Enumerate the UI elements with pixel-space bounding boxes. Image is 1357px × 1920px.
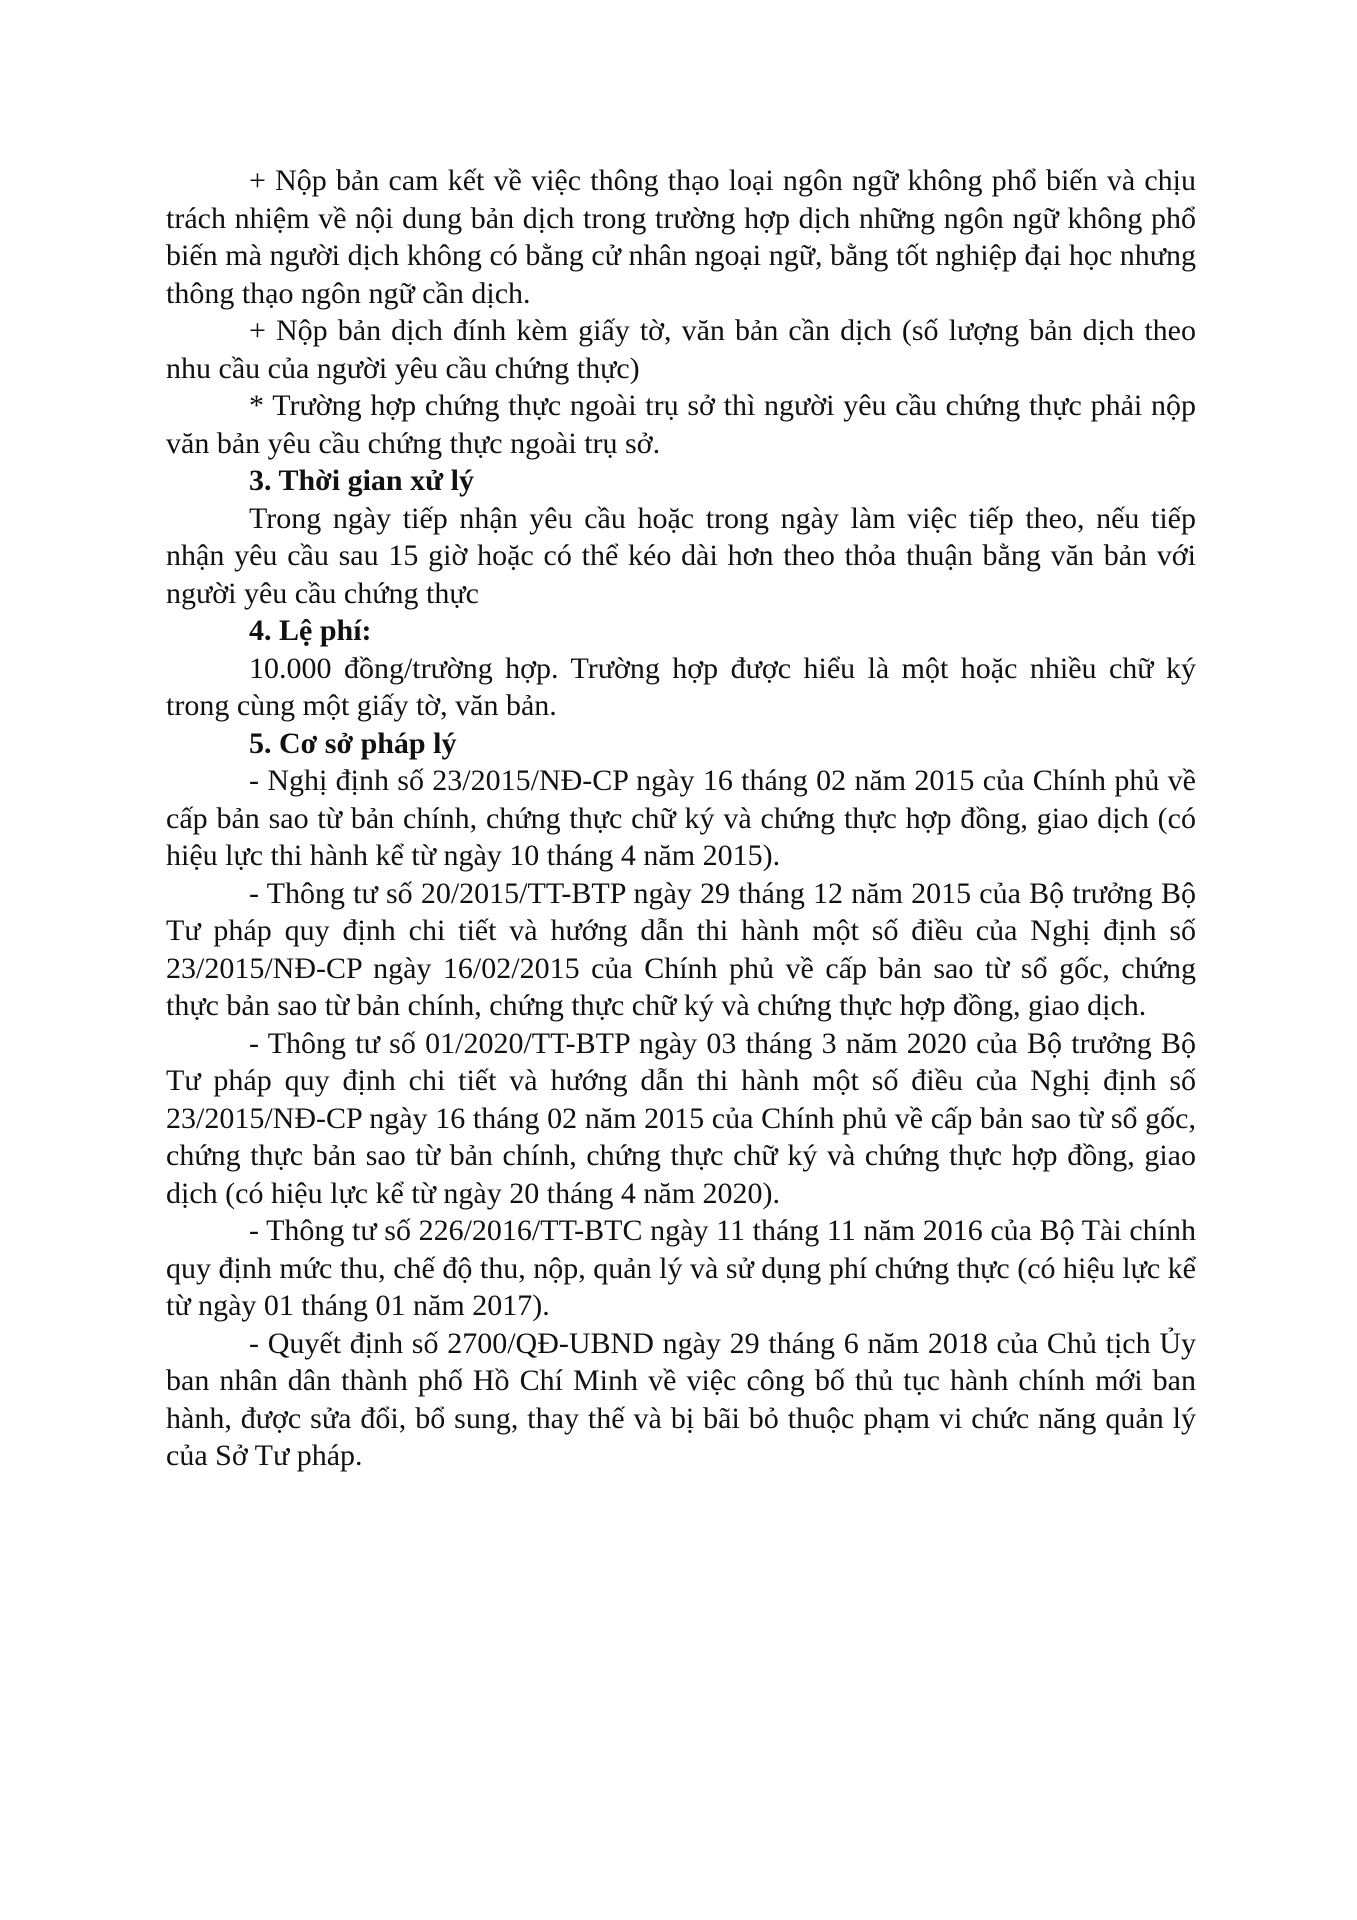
- paragraph-circular-01-2020: - Thông tư số 01/2020/TT-BTP ngày 03 tháng 3 năm 2020 của Bộ trưởng Bộ Tư pháp quy định chi tiết và hướng dẫn thi hành một số điều của Nghị định số 23/2015/NĐ-CP ngày 16 tháng 02 năm 2015 của Chính phủ về cấp bản sao từ sổ gốc, chứng thực bản sao từ bản chính, chứng thực chữ ký và chứng thực hợp đồng, giao dịch (có hiệu lực kể từ ngày 20 tháng 4 năm 2020).: [166, 1026, 1196, 1210]
- paragraph-off-site-request: * Trường hợp chứng thực ngoài trụ sở thì người yêu cầu chứng thực phải nộp văn bản yêu cầu chứng thực ngoài trụ sở.: [166, 389, 1196, 460]
- paragraph-circular-226-2016: - Thông tư số 226/2016/TT-BTC ngày 11 tháng 11 năm 2016 của Bộ Tài chính quy định mức thu, chế độ thu, nộp, quản lý và sử dụng phí chứng thực (có hiệu lực kể từ ngày 01 tháng 01 năm 2017).: [166, 1214, 1196, 1322]
- paragraph-decree-23-2015: - Nghị định số 23/2015/NĐ-CP ngày 16 tháng 02 năm 2015 của Chính phủ về cấp bản sao từ bản chính, chứng thực chữ ký và chứng thực hợp đồng, giao dịch (có hiệu lực thi hành kể từ ngày 10 tháng 4 năm 2015).: [166, 764, 1196, 872]
- paragraph-processing-time: Trong ngày tiếp nhận yêu cầu hoặc trong ngày làm việc tiếp theo, nếu tiếp nhận yêu cầu sau 15 giờ hoặc có thể kéo dài hơn theo thỏa thuận bằng văn bản với người yêu cầu chứng thực: [166, 501, 1196, 610]
- document-page: [166, 162, 1196, 1475]
- paragraph-commitment: + Nộp bản cam kết về việc thông thạo loại ngôn ngữ không phổ biến và chịu trách nhiệm về nội dung bản dịch trong trường hợp dịch những ngôn ngữ không phổ biến mà người dịch không có bằng cử nhân ngoại ngữ, bằng tốt nghiệp đại học nhưng thông thạo ngôn ngữ cần dịch.: [166, 164, 1196, 310]
- paragraph-translation-attachment: + Nộp bản dịch đính kèm giấy tờ, văn bản cần dịch (số lượng bản dịch theo nhu cầu của người yêu cầu chứng thực): [166, 314, 1196, 385]
- heading-legal-basis: 5. Cơ sở pháp lý: [249, 726, 457, 760]
- paragraph-circular-20-2015: - Thông tư số 20/2015/TT-BTP ngày 29 tháng 12 năm 2015 của Bộ trưởng Bộ Tư pháp quy định chi tiết và hướng dẫn thi hành một số điều của Nghị định số 23/2015/NĐ-CP ngày 16/02/2015 của Chính phủ về cấp bản sao từ sổ gốc, chứng thực bản sao từ bản chính, chứng thực chữ ký và chứng thực hợp đồng, giao dịch.: [166, 876, 1196, 1022]
- heading-processing-time: 3. Thời gian xử lý: [249, 464, 474, 497]
- paragraph-decision-2700: - Quyết định số 2700/QĐ-UBND ngày 29 tháng 6 năm 2018 của Chủ tịch Ủy ban nhân dân thành phố Hồ Chí Minh về việc công bố thủ tục hành chính mới ban hành, được sửa đổi, bổ sung, thay thế và bị bãi bỏ thuộc phạm vi chức năng quản lý của Sở Tư pháp.: [166, 1326, 1196, 1472]
- heading-fee: 4. Lệ phí:: [249, 614, 372, 647]
- paragraph-fee: 10.000 đồng/trường hợp. Trường hợp được hiểu là một hoặc nhiều chữ ký trong cùng một giấy tờ, văn bản.: [166, 651, 1196, 722]
